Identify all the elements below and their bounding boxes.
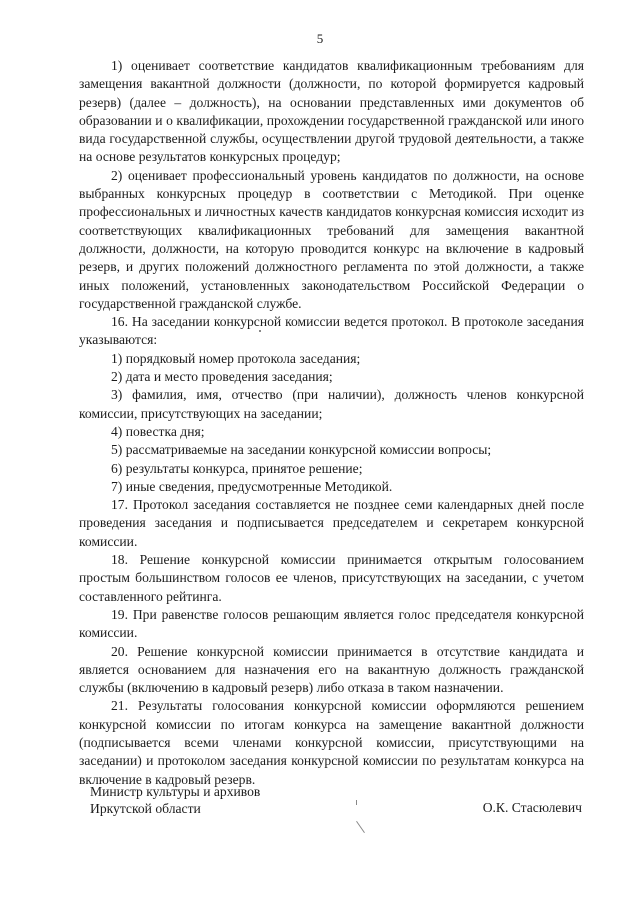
paragraph-21: 21. Результаты голосования конкурсной комиссии оформляются решением конкурсной комиссии по итогам конкурса на замещение вакантной должности (подписывается всеми членами конкурсной комиссии, присутствующими на заседании) и протоколом заседания конкурсной комиссии по результатам конкурса на включение в кадровый резерв. (79, 698, 584, 787)
scan-speck (259, 330, 261, 332)
page-number: 5 (316, 31, 324, 46)
signer-name: О.К. Стасюлевич (482, 800, 582, 815)
paragraph-20: 20. Решение конкурсной комиссии принимается в отсутствие кандидата и является основанием для назначения его на вакантную должность гражданской службы (включению в кадровый резерв) либо отказа в таком назначении. (79, 643, 584, 696)
paragraph-17: 17. Протокол заседания составляется не позднее семи календарных дней после проведения заседания и подписывается председателем и секретарем конкурсной комиссии. (79, 497, 584, 549)
list-item-other: 7) иные сведения, предусмотренные Методикой. (111, 478, 393, 494)
signer-position-line1: Министр культуры и архивов (90, 784, 261, 799)
paragraph-15-2: 2) оценивает профессиональный уровень кандидатов по должности, на основе выбранных конкурсных процедур в соответствии с Методикой. При оценке профессиональных и личностных качеств кандидатов конкурсная комиссия исходит из соответствующих квалификационных требований для замещения вакантной должности, должности, на которую проводится конкурс на включение в кадровый резерв, и других положений должностного регламента по этой должности, а также иных положений, установленных законодательством Российской Федерации о государственной гражданской службе. (79, 167, 584, 311)
list-item-results: 6) результаты конкурса, принятое решение; (111, 460, 363, 476)
paragraph-15-1: 1) оценивает соответствие кандидатов квалификационным требованиям для замещения вакантной должности (должности, по которой формируется кадровый резерв) (далее – должность), на основании представленных ими документов об образовании и о квалификации, прохождении государственной гражданской или иного вида государственной службы, осуществлении другой трудовой деятельности, а также на основе результатов конкурсных процедур; (79, 58, 584, 165)
scan-mark-dot (356, 800, 357, 805)
list-item-agenda: 4) повестка дня; (111, 423, 205, 439)
list-item-date-place: 2) дата и место проведения заседания; (111, 369, 333, 385)
list-item-members: 3) фамилия, имя, отчество (при наличии), должность членов конкурсной комиссии, присутствующих на заседании; (79, 387, 584, 421)
paragraph-18: 18. Решение конкурсной комиссии принимается открытым голосованием простым большинством голосов ее членов, присутствующих на заседании, с учетом составленного рейтинга. (79, 552, 584, 604)
list-item-questions: 5) рассматриваемые на заседании конкурсной комиссии вопросы; (111, 442, 492, 458)
scan-mark (356, 821, 365, 833)
list-item-protocol-number: 1) порядковый номер протокола заседания; (111, 350, 361, 366)
paragraph-19: 19. При равенстве голосов решающим является голос председателя конкурсной комиссии. (79, 606, 584, 641)
signer-position-line2: Иркутской области (90, 801, 201, 816)
paragraph-16: 16. На заседании конкурсной комиссии ведется протокол. В протоколе заседания указываются: (79, 314, 584, 348)
document-body (79, 57, 584, 789)
